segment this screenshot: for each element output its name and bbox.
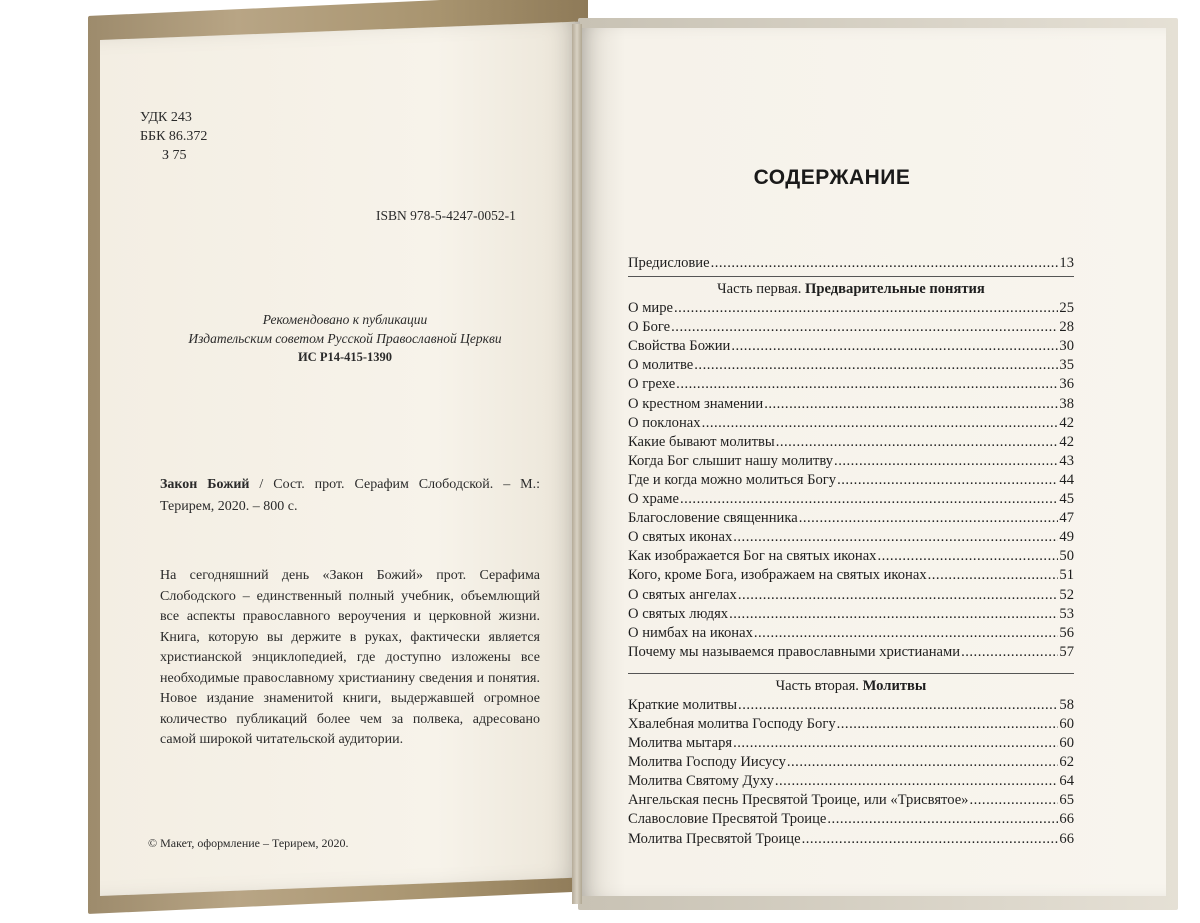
table-of-contents <box>628 254 1074 849</box>
toc-row <box>628 395 1074 414</box>
toc-entry-page: 64 <box>1059 773 1074 790</box>
toc-leader <box>961 643 1058 662</box>
classification-block <box>140 108 207 165</box>
toc-row-preface <box>628 254 1074 273</box>
toc-entry-title: О поклонах <box>628 414 701 431</box>
toc-row <box>628 566 1074 585</box>
toc-row <box>628 337 1074 356</box>
toc-entry-title: О крестном знамении <box>628 395 764 412</box>
toc-entry-title: Где и когда можно молиться Богу <box>628 471 837 488</box>
toc-leader <box>754 624 1059 643</box>
toc-row <box>628 490 1074 509</box>
toc-entry-title: Краткие молитвы <box>628 696 738 713</box>
toc-entry-page: 57 <box>1059 643 1074 660</box>
toc-entry-title: О нимбах на иконах <box>628 624 753 641</box>
part-2-entries <box>628 696 1074 849</box>
toc-row <box>628 433 1074 452</box>
bbk-code: ББК 86.372 <box>140 129 208 144</box>
toc-leader <box>738 696 1058 715</box>
toc-leader <box>837 471 1058 490</box>
toc-row <box>628 791 1074 810</box>
part-name: Молитвы <box>862 677 927 694</box>
toc-leader <box>969 791 1058 810</box>
recommendation-code: ИС Р14-415-1390 <box>297 350 393 364</box>
toc-row <box>628 318 1074 337</box>
toc-entry-page: 58 <box>1059 696 1074 713</box>
toc-entry-page: 45 <box>1059 491 1074 508</box>
toc-row <box>628 299 1074 318</box>
toc-leader <box>711 254 1059 273</box>
toc-leader <box>738 586 1059 605</box>
toc-entry-page: 42 <box>1059 433 1074 450</box>
toc-entry-page: 35 <box>1059 357 1074 374</box>
toc-row <box>628 715 1074 734</box>
bibliographic-record <box>160 474 540 518</box>
toc-entry-title: О молитве <box>628 357 694 374</box>
part-name: Предварительные понятия <box>805 281 985 298</box>
toc-row <box>628 696 1074 715</box>
toc-leader <box>787 753 1059 772</box>
toc-entry-page: 51 <box>1059 567 1074 584</box>
toc-entry-page: 50 <box>1059 548 1074 565</box>
toc-row <box>628 452 1074 471</box>
toc-entry-page: 60 <box>1059 715 1074 732</box>
toc-entry-page: 28 <box>1059 319 1074 336</box>
toc-leader <box>680 490 1058 509</box>
book-spine <box>572 24 582 904</box>
toc-row <box>628 414 1074 433</box>
toc-row <box>628 734 1074 753</box>
toc-entry-title: Кого, кроме Бога, изображаем на святых иконах <box>628 567 927 584</box>
toc-entry-page: 13 <box>1059 255 1074 271</box>
toc-entry-page: 66 <box>1059 811 1074 828</box>
toc-row <box>628 471 1074 490</box>
toc-entry-title: Предисловие <box>628 255 710 271</box>
toc-entry-title: Хвалебная молитва Господу Богу <box>628 715 836 732</box>
toc-entry-title: Почему мы называемся православными христианами <box>628 643 961 660</box>
recommendation-block <box>160 310 530 367</box>
toc-leader <box>702 414 1059 433</box>
toc-leader <box>731 337 1058 356</box>
toc-row <box>628 753 1074 772</box>
toc-leader <box>837 715 1059 734</box>
author-mark: З 75 <box>162 148 187 163</box>
toc-leader <box>775 772 1059 791</box>
udk-code: УДК 243 <box>140 110 192 125</box>
toc-leader <box>674 299 1058 318</box>
toc-entry-title: Молитва Пресвятой Троице <box>628 830 801 847</box>
annotation: На сегодняшний день «Закон Божий» прот. Серафима Слободского – единственный полный учебник, объемлющий все аспекты православного вероучения и церковной жизни. Книга, которую вы держите в руках, фактически является христианской энциклопедией, где доступно изложены все необходимые православному христианину сведения и понятия. Новое издание знаменитой книги, выдержавшей огромное количество публикаций более чем за полвека, адресовано самой широкой читательской аудитории. <box>160 568 540 747</box>
toc-entry-page: 36 <box>1059 376 1074 393</box>
toc-row <box>628 509 1074 528</box>
toc-entry-page: 38 <box>1059 395 1074 412</box>
toc-entry-title: О Боге <box>628 319 671 336</box>
toc-entry-title: О святых иконах <box>628 529 733 546</box>
toc-entry-page: 60 <box>1059 735 1074 752</box>
toc-entry-page: 30 <box>1059 338 1074 355</box>
toc-entry-page: 62 <box>1059 754 1074 771</box>
toc-row <box>628 375 1074 394</box>
toc-row <box>628 356 1074 375</box>
toc-entry-page: 43 <box>1059 452 1074 469</box>
toc-leader <box>776 433 1059 452</box>
toc-entry-title: Какие бывают молитвы <box>628 433 775 450</box>
toc-entry-title: Молитва мытаря <box>628 735 733 752</box>
toc-leader <box>733 528 1058 547</box>
toc-row <box>628 643 1074 662</box>
part-1-entries <box>628 299 1074 662</box>
toc-entry-page: 65 <box>1059 792 1074 809</box>
toc-entry-page: 44 <box>1059 471 1074 488</box>
toc-leader <box>877 547 1058 566</box>
toc-row <box>628 772 1074 791</box>
toc-row <box>628 547 1074 566</box>
toc-row <box>628 624 1074 643</box>
part-heading-2 <box>628 673 1074 696</box>
part-prefix: Часть первая. <box>717 281 806 298</box>
toc-entry-title: О храме <box>628 491 679 508</box>
toc-entry-title: Славословие Пресвятой Троице <box>628 811 827 828</box>
toc-entry-page: 49 <box>1059 529 1074 546</box>
toc-row <box>628 528 1074 547</box>
toc-entry-title: О святых людях <box>628 605 729 622</box>
toc-entry-page: 47 <box>1059 510 1074 527</box>
toc-entry-page: 25 <box>1059 300 1074 317</box>
toc-entry-page: 52 <box>1059 586 1074 603</box>
toc-entry-title: Молитва Святому Духу <box>628 773 774 790</box>
toc-entry-title: О мире <box>628 300 674 317</box>
toc-row <box>628 586 1074 605</box>
toc-entry-page: 66 <box>1059 830 1074 847</box>
toc-entry-title: Молитва Господу Иисусу <box>628 754 786 771</box>
toc-entry-title: Свойства Божии <box>628 338 731 355</box>
copyright: © Макет, оформление – Терирем, 2020. <box>148 836 349 850</box>
toc-leader <box>928 566 1059 585</box>
toc-entry-title: Когда Бог слышит нашу молитву <box>628 452 834 469</box>
toc-row <box>628 830 1074 849</box>
part-prefix: Часть вторая. <box>775 677 863 694</box>
toc-leader <box>799 509 1059 528</box>
toc-leader <box>827 810 1058 829</box>
contents-title: СОДЕРЖАНИЕ <box>753 166 911 189</box>
toc-entry-title: О святых ангелах <box>628 586 737 603</box>
toc-entry-page: 56 <box>1059 624 1074 641</box>
toc-leader <box>676 375 1058 394</box>
toc-row <box>628 810 1074 829</box>
toc-row <box>628 605 1074 624</box>
toc-leader <box>671 318 1058 337</box>
isbn: ISBN 978-5-4247-0052-1 <box>376 208 516 223</box>
toc-leader <box>729 605 1058 624</box>
book-title: Закон Божий <box>160 477 250 492</box>
bibliographic-details: / Сост. прот. Серафим Слободской. – М.: Терирем, 2020. – 800 с. <box>160 477 541 514</box>
toc-entry-title: Благословение священника <box>628 510 798 527</box>
recommendation-line-1: Рекомендовано к публикации <box>262 312 428 327</box>
toc-entry-page: 53 <box>1059 605 1074 622</box>
toc-entry-title: Как изображается Бог на святых иконах <box>628 548 877 565</box>
toc-leader <box>764 395 1058 414</box>
recommendation-line-2: Издательским советом Русской Православной Церкви <box>188 331 502 346</box>
toc-leader <box>834 452 1058 471</box>
toc-leader <box>694 356 1058 375</box>
toc-entry-title: Ангельская песнь Пресвятой Троице, или «Трисвятое» <box>628 792 969 809</box>
toc-leader <box>733 734 1058 753</box>
toc-leader <box>802 830 1059 849</box>
part-heading-1 <box>628 276 1074 299</box>
toc-entry-title: О грехе <box>628 376 676 393</box>
toc-entry-page: 42 <box>1059 414 1074 431</box>
